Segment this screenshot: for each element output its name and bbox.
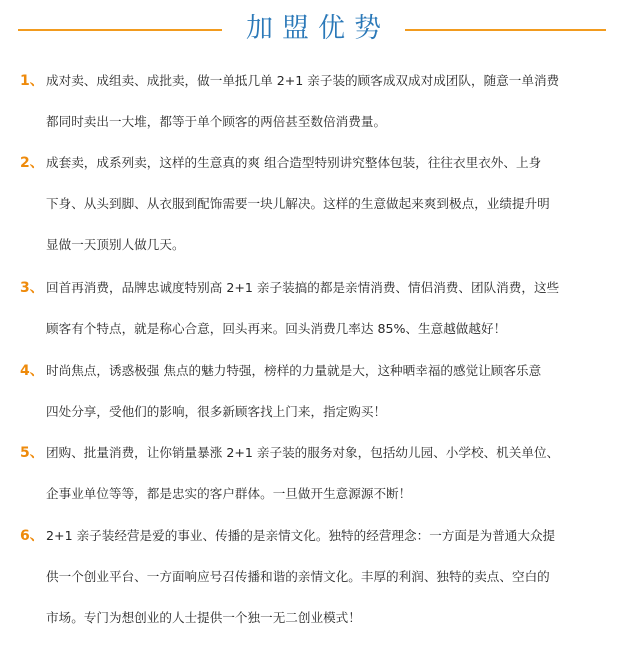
item-line: 都同时卖出一大堆，都等于单个顾客的两倍甚至数倍消费量。 [46,114,387,129]
item-number: 4、 [20,363,44,379]
item-line: 回首再消费，品牌忠诚度特别高 2+1 亲子装搞的都是亲情消费、情侣消费、团队消费，这些 [46,280,560,295]
item-text [46,151,620,274]
item-text [46,524,620,647]
item-text [46,69,620,151]
item-text [46,441,620,523]
advantage-item-5 [20,441,620,523]
advantage-item-2 [20,151,620,274]
item-line: 成套卖，成系列卖，这样的生意真的爽 组合造型特别讲究整体包装，往往衣里衣外、上身 [46,155,542,170]
item-text [46,359,620,441]
item-line: 下身、从头到脚、从衣服到配饰需要一块儿解决。这样的生意做起来爽到极点，业绩提升明 [46,196,550,211]
advantage-item-3 [20,276,620,358]
item-line: 四处分享，受他们的影响，很多新顾客找上门来，指定购买！ [46,404,387,419]
advantage-item-1 [20,69,620,151]
item-line: 时尚焦点，诱惑极强 焦点的魅力特强，榜样的力量就是大，这种晒幸福的感觉让顾客乐意 [46,363,542,378]
advantage-item-6 [20,524,620,647]
item-line: 团购、批量消费，让你销量暴涨 2+1 亲子装的服务对象，包括幼儿园、小学校、机关单位、 [46,445,560,460]
item-line: 供一个创业平台、一方面响应号召传播和谐的亲情文化。丰厚的利润、独特的卖点、空白的 [46,569,550,584]
item-number: 2、 [20,155,44,171]
item-number: 5、 [20,445,44,461]
page-title: 加盟优势 [246,13,390,44]
item-number: 6、 [20,528,44,544]
header-divider-right [405,29,606,31]
item-line: 企事业单位等等，都是忠实的客户群体。一旦做开生意源源不断！ [46,486,412,501]
item-line: 顾客有个特点，就是称心合意，回头再来。回头消费几率达 85%、生意越做越好！ [46,321,507,336]
item-text [46,276,620,358]
item-number: 1、 [20,73,44,89]
item-number: 3、 [20,280,44,296]
section-header [0,8,633,52]
item-line: 成对卖、成组卖、成批卖，做一单抵几单 2+1 亲子装的顾客成双成对成团队，随意一单消费 [46,73,560,88]
item-line: 显做一天顶别人做几天。 [46,237,185,252]
item-line: 2+1 亲子装经营是爱的事业、传播的是亲情文化。独特的经营理念：一方面是为普通大众提 [46,528,556,543]
advantage-item-4 [20,359,620,441]
item-line: 市场。专门为想创业的人士提供一个独一无二创业模式！ [46,610,361,625]
header-divider-left [18,29,222,31]
